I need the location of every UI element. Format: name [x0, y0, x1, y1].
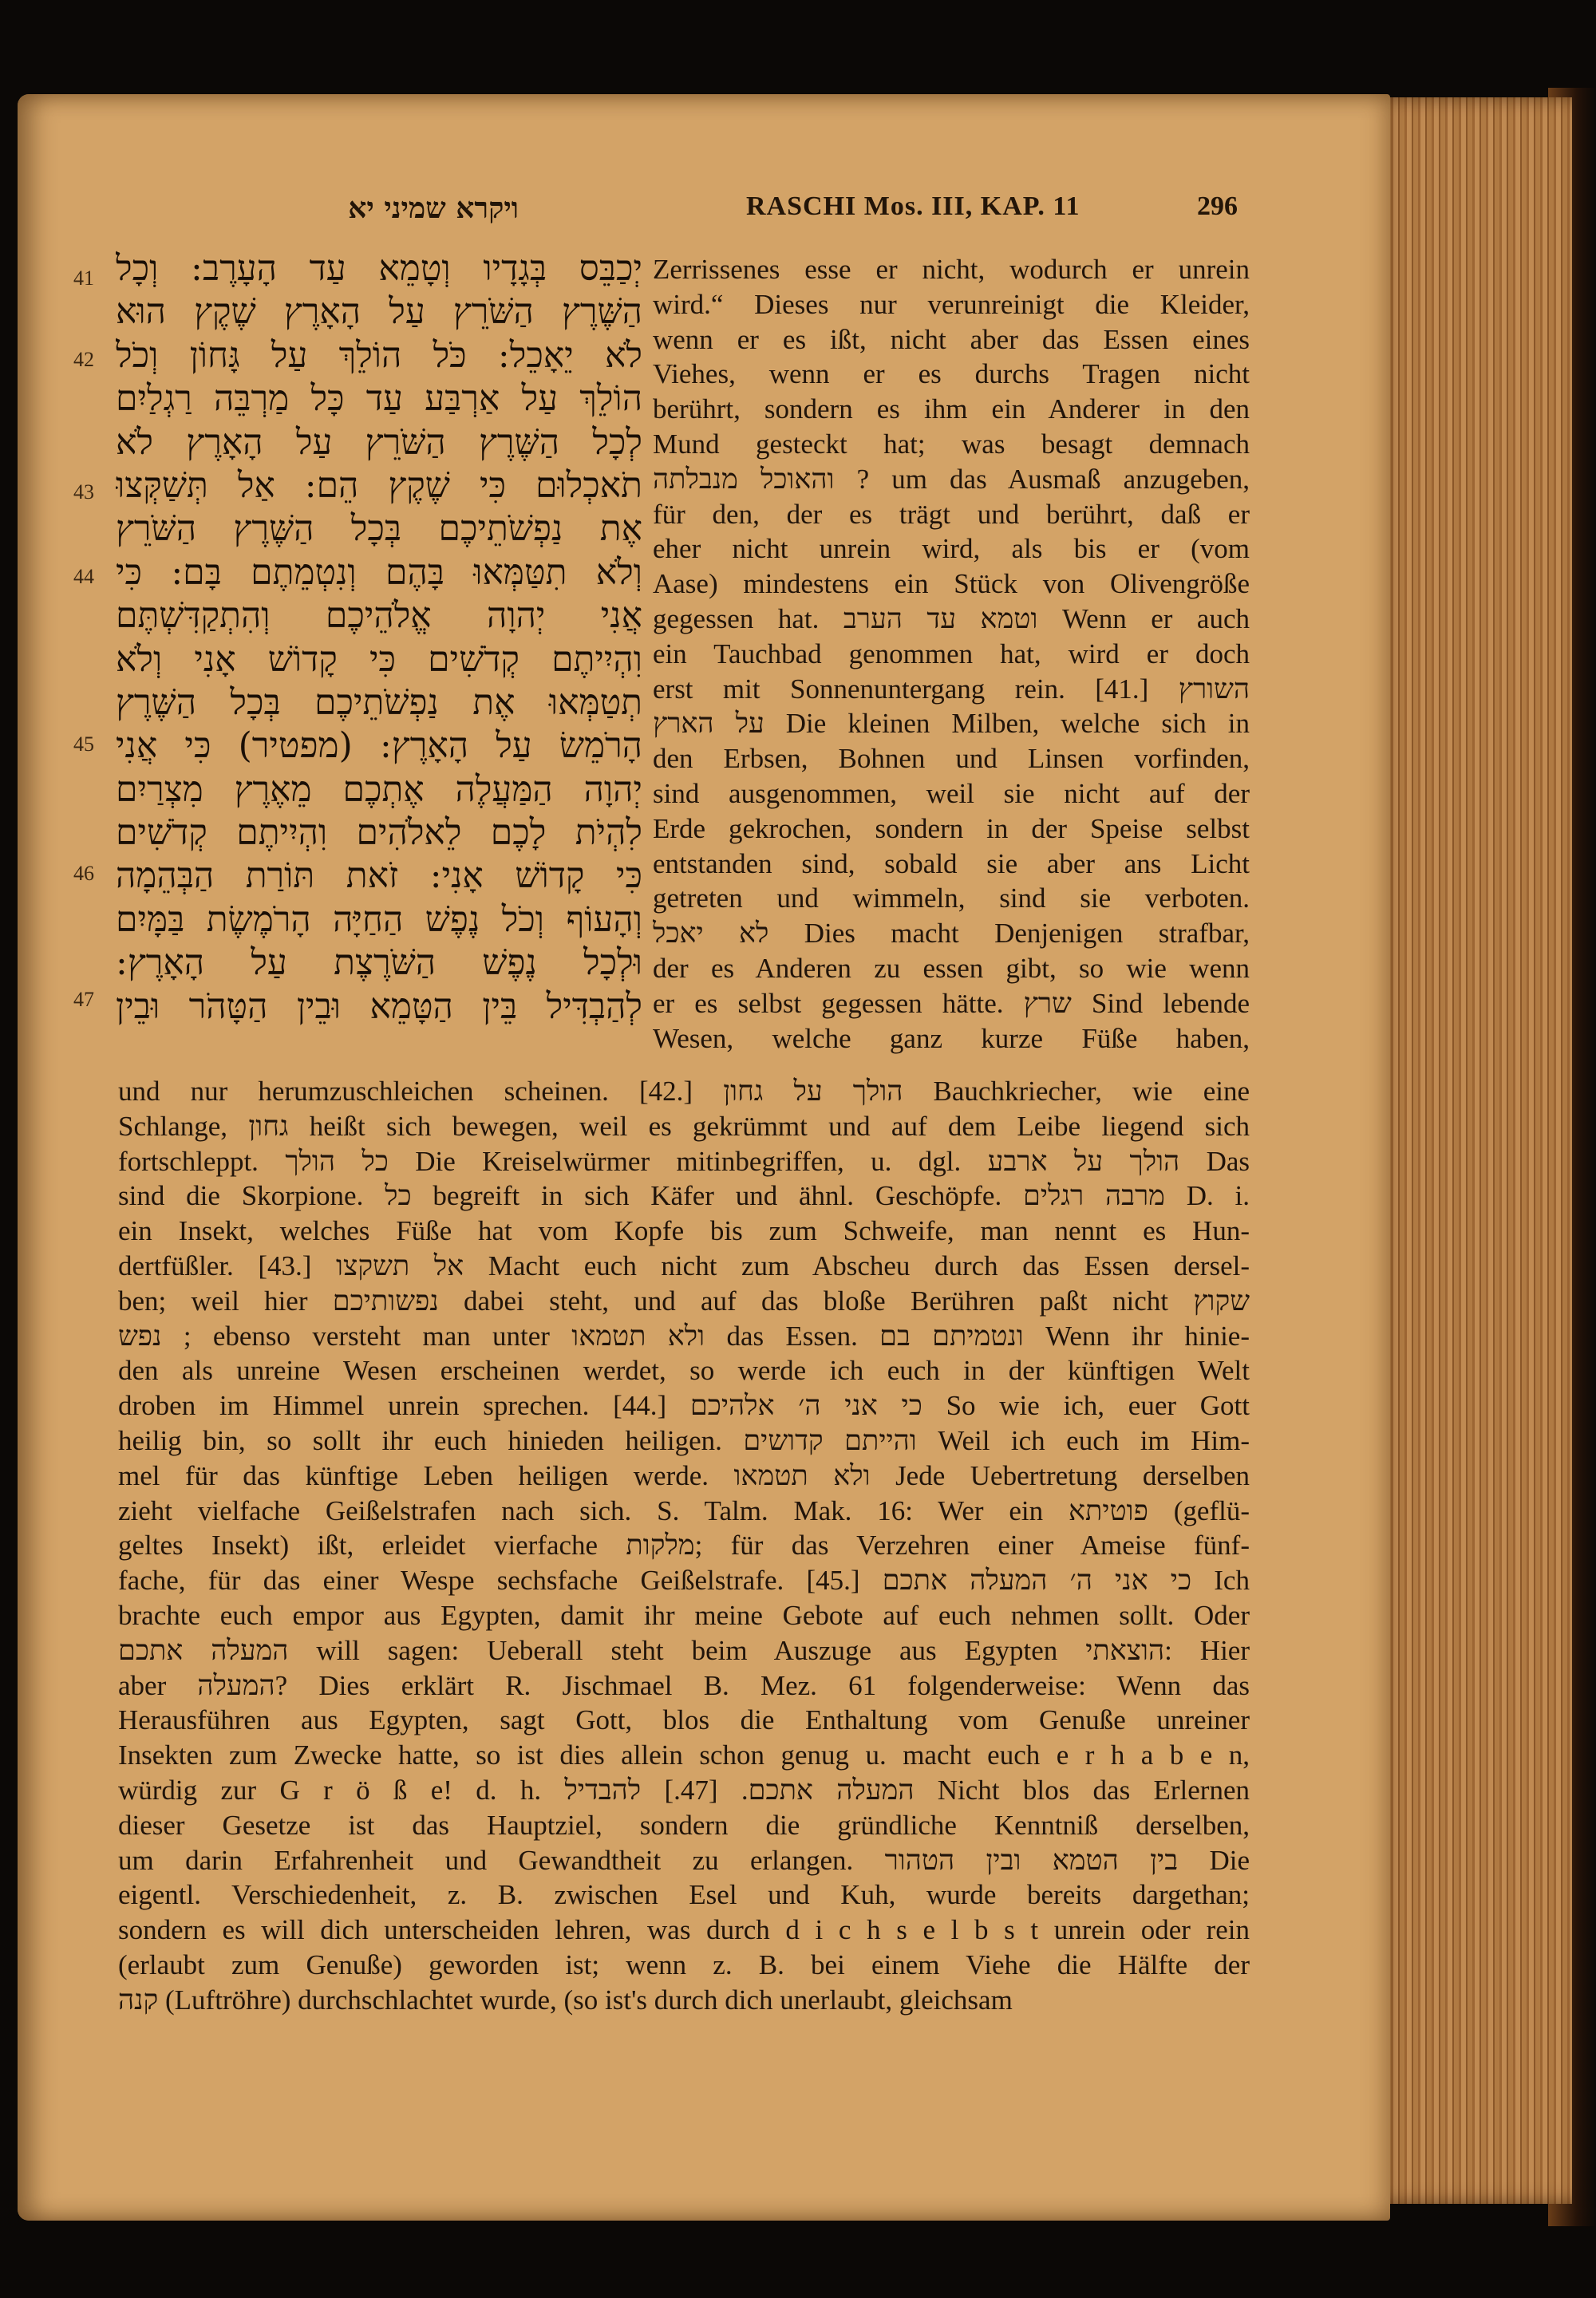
commentary-line: wenn er es ißt, nicht aber das Essen eines: [653, 323, 1250, 355]
verse-number: 43: [73, 480, 94, 503]
commentary-line: eher nicht unrein wird, als bis er (vom: [653, 533, 1250, 565]
hebrew-line: וִהְיִיתֶם קְדֹשִׁים כִּי קָדוֹשׁ אָנִי וְלֹא: [116, 638, 642, 680]
commentary-full-width: [118, 1074, 1250, 2018]
commentary-line: Aase) mindestens ein Stück von Olivengröße: [653, 568, 1250, 600]
hebrew-line: וְהָעוֹף וְכֹל נֶפֶשׁ הַחַיָּה הָרֹמֶשֶׂת בַּמָּיִם: [116, 898, 642, 940]
commentary-line: (erlaubt zum Genuße) geworden ist; wenn z. B. bei einem Viehe die Hälfte der: [118, 1949, 1250, 1980]
commentary-line: heilig bin, so sollt ihr euch hinieden heiligen. והייתם קדושים Weil ich euch im Him-: [118, 1424, 1250, 1456]
commentary-line: den als unreine Wesen erscheinen werdet, so werde ich euch in der künftigen Welt: [118, 1355, 1250, 1387]
commentary-line: Insekten zum Zwecke hatte, so ist dies allein schon genug u. macht euch e r h a b e n,: [118, 1739, 1250, 1771]
commentary-line: Zerrissenes esse er nicht, wodurch er unrein: [653, 254, 1250, 285]
hebrew-running-title: ויקרא שמיני יא: [348, 192, 519, 225]
hebrew-line: יְכַבֵּס בְּגָדָיו וְטָמֵא עַד הָעָרֶב: וְכָל: [116, 248, 642, 289]
commentary-line: entstanden sind, sobald sie aber ans Licht: [653, 847, 1250, 879]
hebrew-line: לְהַבְדִּיל בֵּין הַטָּמֵא וּבֵין הַטָּהֹר וּבֵין: [116, 985, 642, 1027]
hebrew-line: לֹא יֵאָכֵל: כֹּל הוֹלֵךְ עַל גָּחוֹן וְכֹל: [116, 334, 642, 376]
hebrew-line: אֲנִי יְהוָה אֱלֹהֵיכֶם וְהִתְקַדִּשְׁתֶּם: [116, 595, 642, 637]
commentary-line: brachte euch empor aus Egypten, damit ihr meine Gebote auf euch nehmen sollt. Oder: [118, 1599, 1250, 1631]
page-edges: [1373, 97, 1572, 2204]
verse-number: 42: [73, 348, 94, 371]
commentary-line: und nur herumzuschleichen scheinen. [42.] הולך על גחון Bauchkriecher, wie eine: [118, 1076, 1250, 1107]
commentary-line: ein Tauchbad genommen hat, wird er doch: [653, 638, 1250, 669]
hebrew-line: כִּי קָדוֹשׁ אָנִי: זֹאת תּוֹרַת הַבְּהֵמָה: [116, 855, 642, 897]
hebrew-line: לִהְיֹת לָכֶם לֵאלֹהִים וִהְיִיתֶם קְדֹשִׁים: [116, 812, 642, 854]
hebrew-line: הוֹלֵךְ עַל אַרְבַּע עַד כָּל מַרְבֵּה רַגְלַיִם: [116, 378, 642, 420]
commentary-line: Mund gesteckt hat; was besagt demnach: [653, 428, 1250, 460]
commentary-line: Viehes, wenn er es durchs Tragen nicht: [653, 358, 1250, 390]
commentary-line: gegessen hat. וטמא עד הערב Wenn er auch: [653, 602, 1250, 634]
commentary-line: droben im Himmel unrein sprechen. [44.] כי אני ה׳ אלהיכם So wie ich, euer Gott: [118, 1390, 1250, 1422]
commentary-line: aber המעלה? Dies erklärt R. Jischmael B. Mez. 61 folgenderweise: Wenn das: [118, 1669, 1250, 1701]
verse-number: 45: [73, 732, 94, 756]
commentary-line: והאוכל מנבלתה ? um das Ausmaß anzugeben,: [653, 463, 1250, 495]
commentary-line: fortschleppt. כל הולך Die Kreiselwürmer mitinbegriffen, u. dgl. הולך על ארבע Das: [118, 1145, 1250, 1177]
hebrew-line: לְכָל הַשֶּׁרֶץ הַשֹּׁרֵץ עַל הָאָרֶץ לֹא: [116, 421, 642, 463]
hebrew-line: וְלֹא תִטַּמְּאוּ בָּהֶם וְנִטְמֵתֶם בָּם: כִּי: [116, 551, 642, 593]
commentary-line: Erde gekrochen, sondern in der Speise selbst: [653, 812, 1250, 844]
commentary-line: sind ausgenommen, weil sie nicht auf der: [653, 777, 1250, 809]
commentary-line: dertfüßler. [43.] אל תשקצו Macht euch nicht zum Abscheu durch das Essen dersel-: [118, 1250, 1250, 1281]
verse-number: 46: [73, 862, 94, 885]
commentary-line: sondern es will dich unterscheiden lehren, was durch d i c h s e l b s t unrein oder rein: [118, 1914, 1250, 1946]
commentary-line: wird.“ Dieses nur verunreinigt die Kleider,: [653, 288, 1250, 320]
commentary-line: לא יאכל Dies macht Denjenigen strafbar,: [653, 918, 1250, 950]
commentary-line: berührt, sondern es ihm ein Anderer in den: [653, 393, 1250, 425]
commentary-line: ben; weil hier נפשותיכם dabei steht, und auf das bloße Berühren paßt nicht שקוץ: [118, 1285, 1250, 1317]
commentary-line: eigentl. Verschiedenheit, z. B. zwischen Esel und Kuh, wurde bereits dargethan;: [118, 1879, 1250, 1911]
page-number: 296: [1197, 192, 1238, 221]
commentary-line: er es selbst gegessen hätte. שרץ Sind lebende: [653, 987, 1250, 1019]
commentary-line: für den, der es trägt und berührt, daß er: [653, 498, 1250, 530]
hebrew-line: יְהוָה הַמַּעֲלֶה אֶתְכֶם מֵאֶרֶץ מִצְרַיִם: [116, 768, 642, 810]
commentary-line: geltes Insekt) ißt, erleidet vierfache מלקות; für das Verzehren einer Ameise fünf-: [118, 1530, 1250, 1562]
commentary-line: Herausführen aus Egypten, sagt Gott, blos die Enthaltung vom Genuße unreiner: [118, 1704, 1250, 1736]
hebrew-scripture-column: [116, 247, 642, 1029]
commentary-line: mel für das künftige Leben heiligen werde. ולא תטמאו Jede Uebertretung derselben: [118, 1459, 1250, 1491]
hebrew-line: הָרֹמֵשׂ עַל הָאָרֶץ: (מפטיר) כִּי אֲנִי: [116, 725, 642, 767]
commentary-line: würdig zur G r ö ß e! d. h. המעלה אתכם. [47.] להבדיל Nicht blos das Erlernen: [118, 1774, 1250, 1806]
commentary-line: getreten und wimmeln, sind sie verboten.: [653, 882, 1250, 914]
commentary-line: קנה (Luftröhre) durchschlachtet wurde, (so ist's durch dich unerlaubt, gleichsam: [118, 1984, 1013, 2016]
commentary-line: der es Anderen zu essen gibt, so wie wenn: [653, 952, 1250, 984]
commentary-right-column: [653, 252, 1250, 1056]
hebrew-line: הַשֶּׁרֶץ הַשֹּׁרֵץ עַל הָאָרֶץ שֶׁקֶץ הוּא: [116, 291, 642, 333]
verse-number: 41: [73, 267, 94, 290]
commentary-line: den Erbsen, Bohnen und Linsen vorfinden,: [653, 743, 1250, 775]
commentary-line: fache, für das einer Wespe sechsfache Geißelstrafe. [45.] כי אני ה׳ המעלה אתכם Ich: [118, 1565, 1250, 1597]
verse-number: 47: [73, 988, 94, 1011]
hebrew-line: תֹאכְלוּם כִּי שֶׁקֶץ הֵם: אַל תְּשַׁקְּצוּ: [116, 464, 642, 506]
commentary-line: Wesen, welche ganz kurze Füße haben,: [653, 1022, 1250, 1054]
commentary-line: erst mit Sonnenuntergang rein. [41.] השורץ: [653, 673, 1250, 705]
commentary-line: um darin Erfahrenheit und Gewandtheit zu erlangen. בין הטמא ובין הטהור Die: [118, 1844, 1250, 1876]
commentary-line: zieht vielfache Geißelstrafen nach sich. S. Talm. Mak. 16: Wer ein פוטיתא (geflü-: [118, 1494, 1250, 1526]
hebrew-line: תְטַמְּאוּ אֶת נַפְשֹׁתֵיכֶם בְּכָל הַשֶּׁרֶץ: [116, 681, 642, 723]
verse-number: 44: [73, 565, 94, 588]
commentary-line: נפש ; ebenso versteht man unter ולא תטמאו das Essen. ונטמיתם בם Wenn ihr hinie-: [118, 1320, 1250, 1352]
commentary-line: ein Insekt, welches Füße hat vom Kopfe bis zum Schweife, man nennt es Hun-: [118, 1215, 1250, 1247]
hebrew-line: אֶת נַפְשֹׁתֵיכֶם בְּכָל הַשֶּׁרֶץ הַשֹּׁרֵץ: [116, 508, 642, 550]
hebrew-line: וּלְכָל נֶפֶשׁ הַשֹּׁרֶצֶת עַל הָאָרֶץ:: [116, 942, 642, 984]
commentary-line: sind die Skorpione. כל begreift in sich Käfer und ähnl. Geschöpfe. מרבה רגלים D. i.: [118, 1180, 1250, 1212]
commentary-line: Schlange, גחון heißt sich bewegen, weil es gekrümmt und auf dem Leibe liegend sich: [118, 1110, 1250, 1142]
commentary-line: המעלה אתכם will sagen: Ueberall steht beim Auszuge aus Egypten הוצאתי: Hier: [118, 1634, 1250, 1666]
commentary-line: על הארץ Die kleinen Milben, welche sich in: [653, 708, 1250, 740]
running-title: RASCHI Mos. III, KAP. 11: [746, 192, 1080, 221]
commentary-line: dieser Gesetze ist das Hauptziel, sondern die gründliche Kenntniß derselben,: [118, 1809, 1250, 1841]
